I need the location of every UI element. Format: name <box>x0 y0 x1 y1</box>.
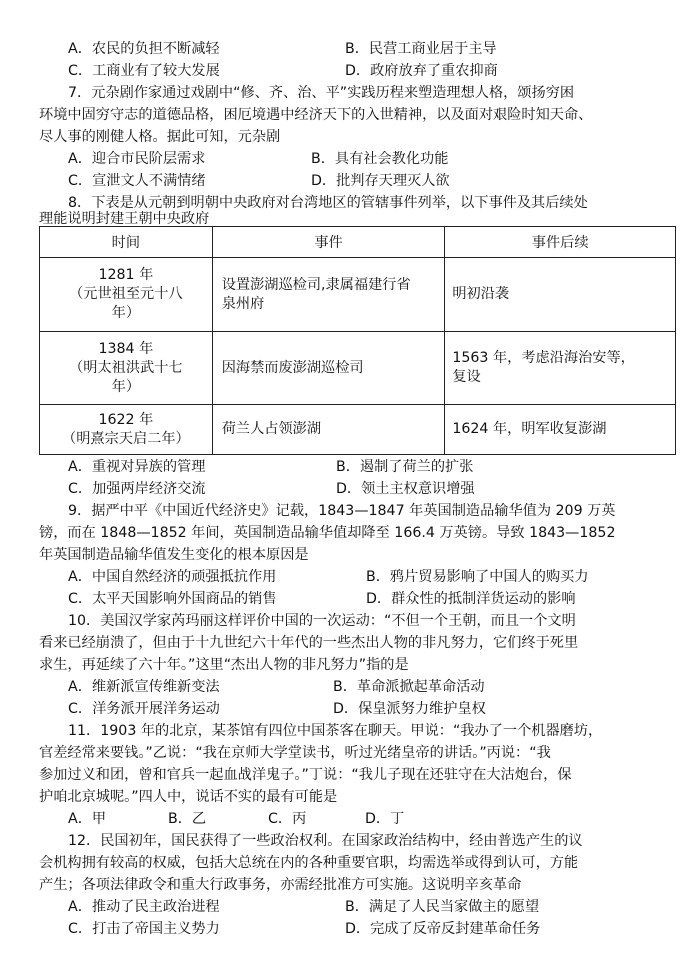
q10-stem-line: 10．美国汉学家芮玛丽这样评价中国的一次运动：“不但一个王朝，而且一个文明 <box>68 613 576 629</box>
q12-stem-line: 会机构拥有较高的权威，包括大总统在内的各种重要官职，均需选举或得到认可，方能 <box>39 855 579 871</box>
table-cell-result: 1624 年，明军收复澎湖 <box>445 405 676 455</box>
q9-option-b[interactable]: B．鸦片贸易影响了中国人的购买力 <box>366 569 589 585</box>
q6-option-d[interactable]: D．政府放弃了重农抑商 <box>345 63 498 79</box>
table-header-row <box>40 227 676 258</box>
q10-option-a[interactable]: A．维新派宣传维新变法 <box>68 679 220 695</box>
q6-option-a[interactable]: A．农民的负担不断减轻 <box>68 41 220 57</box>
table-cell-event: 设置澎湖巡检司,隶属福建行省 泉州府 <box>212 258 445 332</box>
q8-table <box>39 226 676 455</box>
q11-option-d[interactable]: D．丁 <box>365 811 405 827</box>
q9-stem-line: 年英国制造品输华值发生变化的根本原因是 <box>39 547 309 563</box>
q8-stem-line: 理能说明封建王朝中央政府 <box>39 211 210 227</box>
table-header-event: 事件 <box>212 227 445 258</box>
table-header-result: 事件后续 <box>445 227 676 258</box>
q11-stem-line: 参加过义和团，曾和官兵一起血战洋鬼子。”丁说：“我儿子现在还驻守在大沽炮台，保 <box>39 767 572 783</box>
q8-option-d[interactable]: D．领土主权意识增强 <box>336 481 475 497</box>
q12-option-c[interactable]: C．打击了帝国主义势力 <box>68 921 220 937</box>
q7-option-a[interactable]: A．迎合市民阶层需求 <box>68 151 206 167</box>
table-cell-time: 1384 年 （明太祖洪武十七 年） <box>40 332 213 405</box>
q10-stem-line: 看来已经崩溃了，但由于十九世纪六十年代的一些杰出人物的非凡努力，它们终于死里 <box>39 635 579 651</box>
q7-stem-line: 尽人事的刚健人格。据此可知，元杂剧 <box>39 129 281 145</box>
q8-option-b[interactable]: B．遏制了荷兰的扩张 <box>336 459 474 475</box>
q7-option-b[interactable]: B．具有社会教化功能 <box>311 151 449 167</box>
q7-stem-line: 环境中固穷守志的道德品格，困厄境遇中经济天下的入世精神，以及面对艰险时知天命、 <box>39 107 593 123</box>
table-row <box>40 258 676 332</box>
q7-option-c[interactable]: C．宣泄文人不满情绪 <box>68 173 206 189</box>
table-cell-event: 因海禁而废澎湖巡检司 <box>212 332 445 405</box>
table-cell-time: 1281 年 （元世祖至元十八 年） <box>40 258 213 332</box>
table-cell-result: 1563 年，考虑沿海治安等， 复设 <box>445 332 676 405</box>
q10-stem-line: 求生，再延续了六十年。”这里“杰出人物的非凡努力”指的是 <box>39 657 409 673</box>
q9-option-d[interactable]: D．群众性的抵制洋货运动的影响 <box>366 591 576 607</box>
q11-stem-line: 11．1903 年的北京，某茶馆有四位中国茶客在聊天。甲说：“我办了一个机器磨坊， <box>68 723 603 739</box>
table-cell-result: 明初沿袭 <box>445 258 676 332</box>
q9-option-a[interactable]: A．中国自然经济的顽强抵抗作用 <box>68 569 277 585</box>
q11-stem-line: 护咱北京城呢。”四人中，说话不实的最有可能是 <box>39 789 338 805</box>
table-row <box>40 332 676 405</box>
q12-stem-line: 产生；各项法律政令和重大行政事务，亦需经批准方可实施。这说明辛亥革命 <box>39 877 522 893</box>
q11-stem-line: 官差经常来要钱。”乙说：“我在京师大学堂读书，听过光绪皇帝的讲话。”丙说：“我 <box>39 745 551 761</box>
q6-option-c[interactable]: C．工商业有了较大发展 <box>68 63 220 79</box>
q12-option-d[interactable]: D．完成了反帝反封建革命任务 <box>345 921 541 937</box>
q10-option-c[interactable]: C．洋务派开展洋务运动 <box>68 701 220 717</box>
q11-option-c[interactable]: C．丙 <box>268 811 307 827</box>
q11-option-a[interactable]: A．甲 <box>68 811 107 827</box>
q8-option-a[interactable]: A．重视对异族的管理 <box>68 459 206 475</box>
q8-stem-line: 8．下表是从元朝到明朝中央政府对台湾地区的管辖事件列举，以下事件及其后续处 <box>68 195 588 211</box>
q7-stem-line: 7．元杂剧作家通过戏剧中“修、齐、治、平”实践历程来塑造理想人格，颂扬穷困 <box>68 85 575 101</box>
q8-option-c[interactable]: C．加强两岸经济交流 <box>68 481 206 497</box>
table-header-time: 时间 <box>40 227 213 258</box>
q9-stem-line: 9．据严中平《中国近代经济史》记载，1843—1847 年英国制造品输华值为 209 万英 <box>68 503 616 519</box>
q7-option-d[interactable]: D．批判存天理灭人欲 <box>311 173 450 189</box>
q10-option-b[interactable]: B．革命派掀起革命活动 <box>333 679 485 695</box>
q9-option-c[interactable]: C．太平天国影响外国商品的销售 <box>68 591 277 607</box>
q9-stem-line: 镑，而在 1848—1852 年间，英国制造品输华值却降至 166.4 万英镑。导致 1843—1852 <box>39 525 616 541</box>
table-cell-event: 荷兰人占领澎湖 <box>212 405 445 455</box>
table-cell-time: 1622 年 （明熹宗天启二年） <box>40 405 213 455</box>
q12-option-b[interactable]: B．满足了人民当家做主的愿望 <box>345 899 540 915</box>
q10-option-d[interactable]: D．保皇派努力维护皇权 <box>333 701 486 717</box>
table-row <box>40 405 676 455</box>
q12-option-a[interactable]: A．推动了民主政治进程 <box>68 899 220 915</box>
q11-option-b[interactable]: B．乙 <box>168 811 207 827</box>
q12-stem-line: 12．民国初年，国民获得了一些政治权利。在国家政治结构中，经由普选产生的议 <box>68 833 583 849</box>
q6-option-b[interactable]: B．民营工商业居于主导 <box>345 41 497 57</box>
